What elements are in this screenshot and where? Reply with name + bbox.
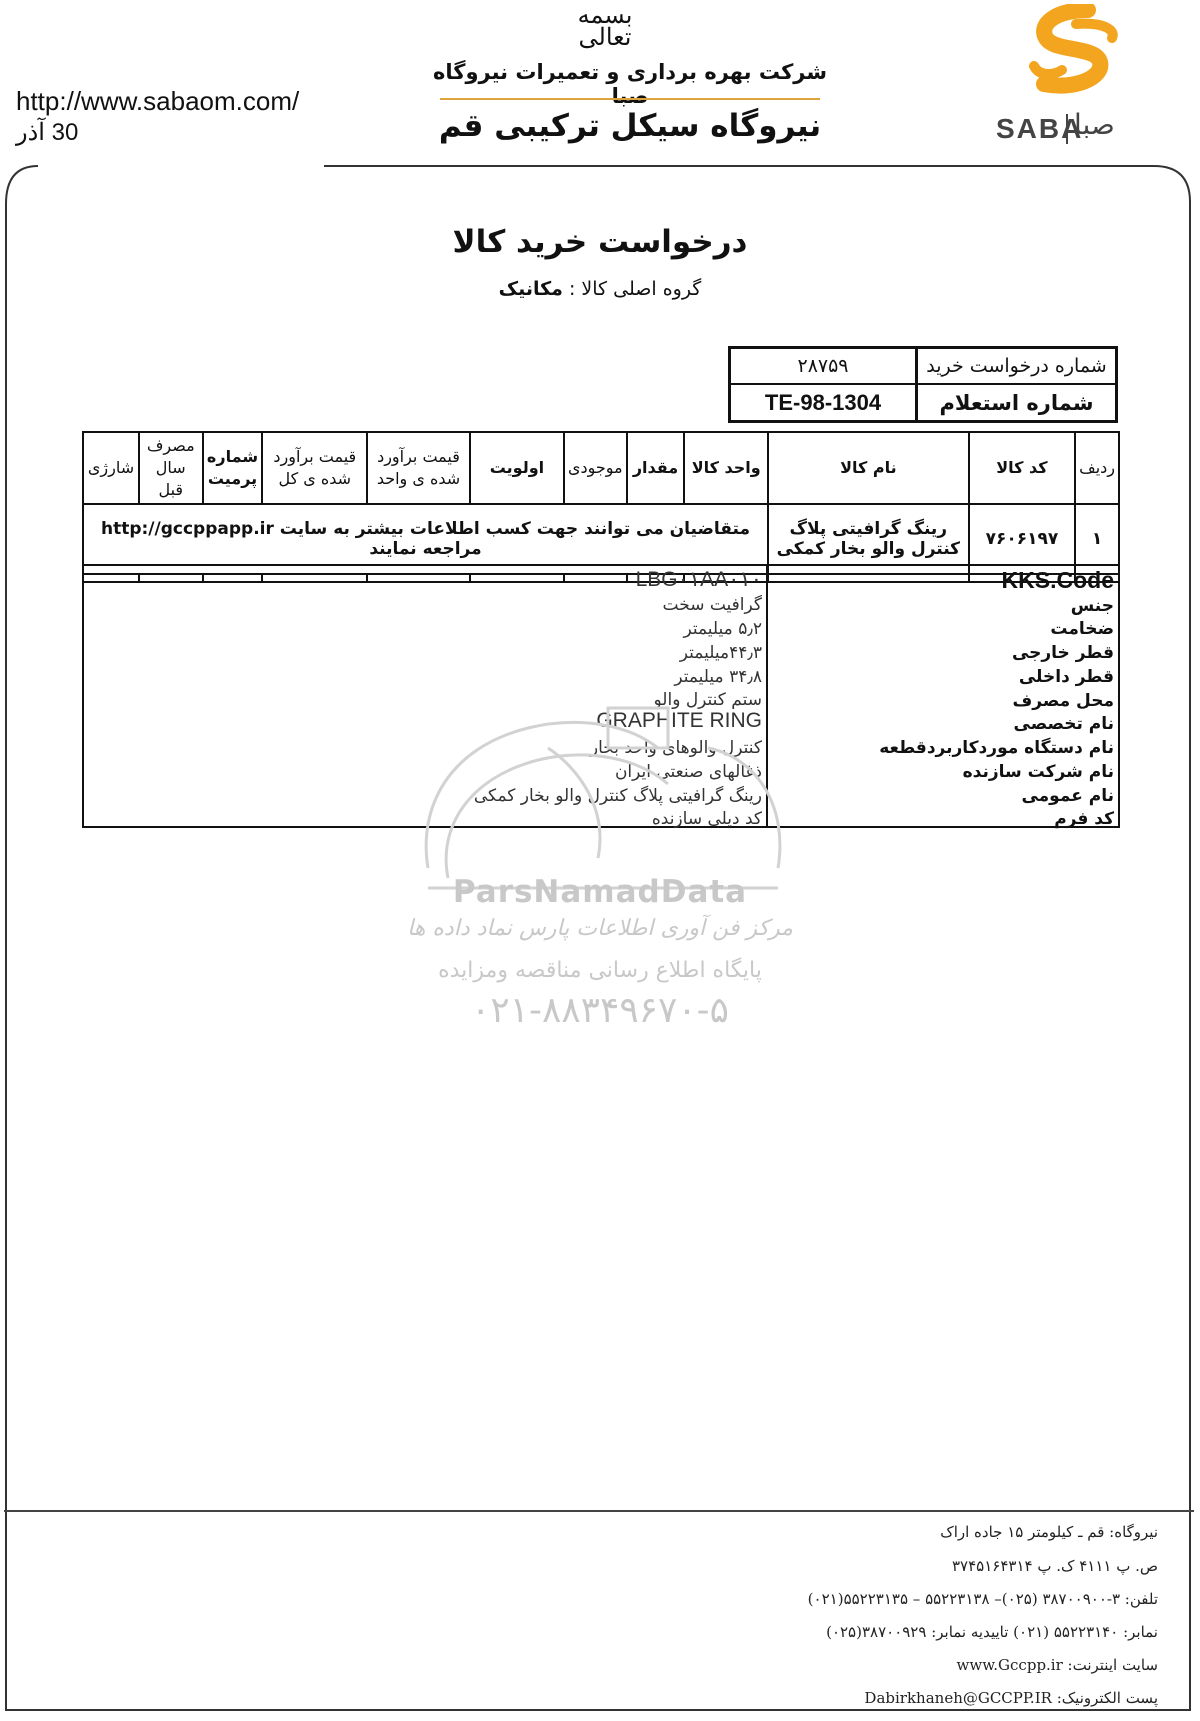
document-title: درخواست خرید کالا [452, 224, 748, 260]
header-item-name: نام کالا [768, 432, 969, 504]
footer-divider [4, 1510, 1194, 1512]
date-label: 30 آذر [16, 119, 79, 146]
saba-logo-farsi: صبا [1074, 108, 1115, 141]
header-item-code: کد کالا [969, 432, 1075, 504]
detail-label-thickness: ضخامت [1050, 619, 1114, 639]
detail-label-kks: KKS.Code [1001, 567, 1114, 593]
logo-separator [1066, 114, 1068, 144]
product-group-line [420, 278, 780, 300]
detail-value-manufacturer: ذغالهای صنعتی ایران [614, 762, 762, 782]
row-item-code: ۷۶۰۶۱۹۷ [969, 504, 1075, 574]
header-stock: موجودی [564, 432, 627, 504]
header-divider [440, 98, 820, 100]
row-item-name: رینگ گرافیتی پلاگ کنترل والو بخار کمکی [768, 504, 969, 574]
request-number-label: شماره درخواست خرید [915, 349, 1115, 385]
inquiry-number-value: TE-98-1304 [764, 390, 882, 415]
footer-phone: تلفن: ۳-۳۸۷۰۰۹۰۰ (۰۲۵)– ۵۵۲۲۳۱۳۸ – ۵۵۲۲۳۱۳۵(۰۲۱) [807, 1590, 1158, 1608]
header-quantity: مقدار [627, 432, 685, 504]
detail-value-device: کنترل والوهای واحد بخار [589, 738, 762, 758]
detail-label-technical-name: نام تخصصی [1013, 714, 1114, 734]
detail-label-outer-diameter: قطر خارجی [1011, 643, 1114, 663]
detail-label-general-name: نام عمومی [1021, 786, 1114, 806]
detail-label-inner-diameter: قطر داخلی [1018, 667, 1114, 687]
detail-label-usage-location: محل مصرف [1012, 691, 1114, 711]
watermark-tagline: مرکز فن آوری اطلاعات پارس نماد داده ها [407, 916, 793, 941]
detail-value-thickness: ۵٫۲ میلیمتر [683, 619, 762, 639]
items-table [82, 431, 1120, 583]
watermark-subtitle: پایگاه اطلاع رسانی مناقصه ومزایده [438, 958, 762, 983]
header-total-price: قیمت برآورد شده ی کل [262, 432, 367, 504]
product-group-label: گروه اصلی کالا : [568, 278, 702, 300]
detail-value-technical-name: GRAPHITE RING [596, 709, 762, 732]
header-unit: واحد کالا [684, 432, 768, 504]
footer-fax: نمابر: ۵۵۲۲۳۱۴۰ (۰۲۱) تاییدیه نمابر: ۳۸۷۰۰۹۲۹(۰۲۵) [826, 1623, 1158, 1641]
footer-address: نیروگاه: قم ـ کیلومتر ۱۵ جاده اراک [940, 1523, 1158, 1541]
request-number-value: ۲۸۷۵۹ [731, 349, 915, 385]
row-index: ۱ [1075, 504, 1119, 574]
detail-value-usage-location: ستم کنترل والو [653, 690, 762, 710]
request-number-box [728, 346, 1118, 423]
detail-value-inner-diameter: ۳۴٫۸ میلیمتر [674, 667, 762, 687]
footer-email[interactable]: پست الکترونیک: Dabirkhaneh@GCCPP.IR [864, 1689, 1158, 1707]
row-notice: متقاضیان می توانند جهت کسب اطلاعات بیشتر به سایت http://gccppapp.ir مراجعه نمایند [83, 504, 768, 574]
saba-logo-icon [1016, 4, 1126, 106]
detail-value-kks: LBG۰۱AA۰۱۰ [635, 568, 762, 591]
detail-value-form-code: کد دیلی سازنده [651, 809, 762, 829]
saba-logo-latin: SABA [996, 113, 1084, 144]
header-row-index: ردیف [1075, 432, 1119, 504]
watermark-phone: ۰۲۱-۸۸۳۴۹۶۷۰-۵ [470, 990, 729, 1031]
detail-label-material: جنس [1070, 596, 1114, 616]
product-group-value: مکانیک [498, 278, 563, 300]
plant-name: نیروگاه سیکل ترکیبی قم [438, 108, 822, 144]
header-rechargeable: شارژی [83, 432, 139, 504]
basmala-calligraphy: بسمه تعالی [577, 1, 633, 51]
header-permit-number: شماره پرمیت [203, 432, 263, 504]
watermark-name: ParsNamadData [452, 874, 748, 910]
header-last-year-usage: مصرف سال قبل [139, 432, 203, 504]
header-priority: اولویت [470, 432, 564, 504]
header-unit-price: قیمت برآورد شده ی واحد [367, 432, 470, 504]
detail-label-manufacturer: نام شرکت سازنده [962, 762, 1114, 782]
detail-value-outer-diameter: ۴۴٫۳میلیمتر [679, 643, 762, 663]
detail-label-device: نام دستگاه موردکاربردقطعه [879, 738, 1114, 758]
detail-value-material: گرافیت سخت [662, 595, 762, 615]
footer-website[interactable]: سایت اینترنت: www.Gccpp.ir [956, 1656, 1158, 1674]
footer-pobox: ص. پ ۴۱۱۱ ک. پ ۳۷۴۵۱۶۴۳۱۴ [952, 1557, 1158, 1575]
table-header-row [83, 432, 1119, 504]
company-name: شرکت بهره برداری و تعمیرات نیروگاه صبا [432, 60, 828, 108]
detail-label-form-code: کد فرم [1054, 809, 1114, 829]
detail-value-general-name: رینگ گرافیتی پلاگ کنترل والو بخار کمکی [473, 786, 762, 806]
inquiry-number-label: شماره استعلام [915, 385, 1115, 421]
source-url[interactable]: http://www.sabaom.com/ [16, 86, 300, 116]
